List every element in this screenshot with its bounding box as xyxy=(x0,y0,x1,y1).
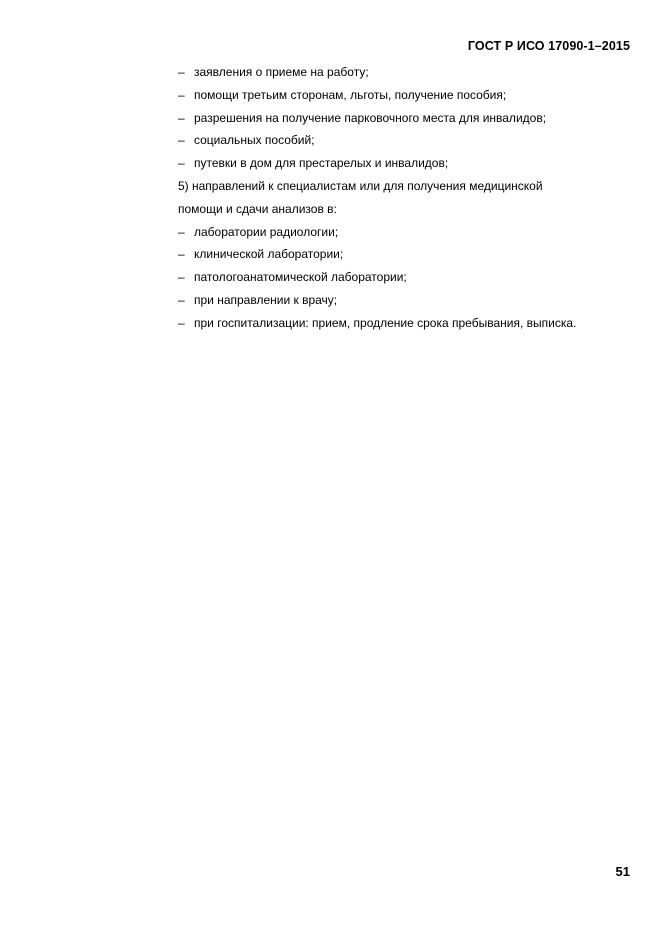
list-item-text: клинической лаборатории; xyxy=(194,247,344,262)
list-item-text: лаборатории радиологии; xyxy=(194,224,339,239)
list-marker: – xyxy=(178,156,185,171)
list-item xyxy=(178,312,638,335)
list-item xyxy=(178,289,638,312)
list-item xyxy=(178,107,638,130)
list-item-text: разрешения на получение парковочного места для инвалидов; xyxy=(194,110,547,125)
list-marker: – xyxy=(178,315,185,330)
list-item-text: заявления о приеме на работу; xyxy=(194,65,369,79)
list-item-text: патологоанатомической лаборатории; xyxy=(194,270,407,285)
list-item-text: при госпитализации: прием, продление срока пребывания, выписка. xyxy=(194,315,577,330)
list-item-text: путевки в дом для престарелых и инвалидов; xyxy=(194,156,449,171)
document-header: ГОСТ Р ИСО 17090-1–2015 xyxy=(467,39,630,53)
list-item xyxy=(178,243,638,266)
list-marker: – xyxy=(178,292,185,307)
list-item xyxy=(178,266,638,289)
list-marker: – xyxy=(178,87,185,102)
paragraph-line: 5) направлений к специалистам или для получения медицинской xyxy=(178,178,543,193)
list-marker: – xyxy=(178,133,185,148)
list-item xyxy=(178,221,638,244)
list-marker: – xyxy=(178,65,185,79)
list-marker: – xyxy=(178,224,185,239)
list-marker: – xyxy=(178,270,185,285)
list-item-text: социальных пособий; xyxy=(194,133,315,148)
list-item xyxy=(178,129,638,152)
list-marker: – xyxy=(178,110,185,125)
list-item xyxy=(178,61,638,84)
paragraph-line: помощи и сдачи анализов в: xyxy=(178,201,337,216)
page-number: 51 xyxy=(615,864,630,879)
list-item xyxy=(178,152,638,175)
list-marker: – xyxy=(178,247,185,262)
list-item-text: помощи третьим сторонам, льготы, получение пособия; xyxy=(194,87,507,102)
list-item xyxy=(178,84,638,107)
list-item-text: при направлении к врачу; xyxy=(194,292,338,307)
document-body xyxy=(178,61,638,335)
